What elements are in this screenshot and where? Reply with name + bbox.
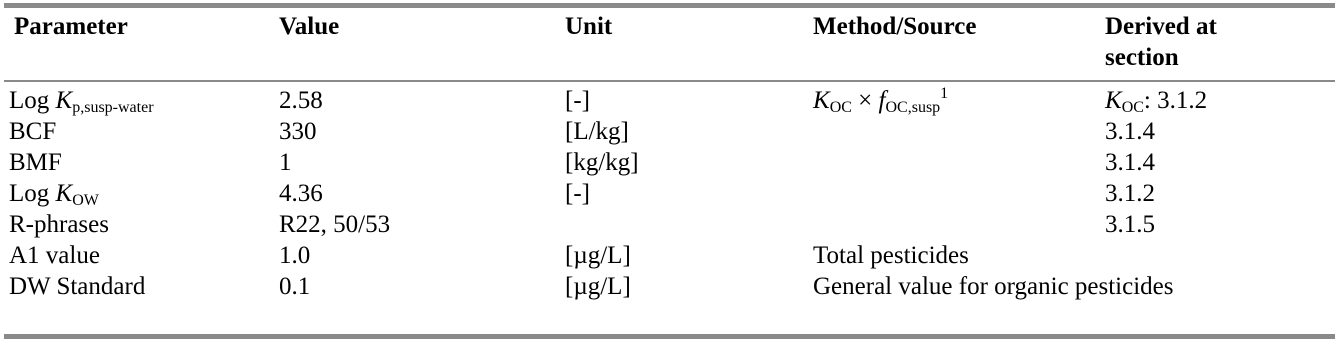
cell-parameter	[9, 178, 99, 209]
table-row	[0, 271, 1339, 302]
param-prefix: Log	[9, 180, 56, 207]
derived-symbol: K	[1105, 87, 1122, 114]
cell-parameter: BMF	[9, 149, 62, 176]
param-subscript: p,susp-water	[72, 99, 154, 116]
cell-derived: 3.1.4	[1105, 149, 1155, 176]
method-subscript-2: OC,susp	[885, 99, 941, 116]
cell-unit: [-]	[565, 87, 590, 114]
header-method-source: Method/Source	[813, 13, 977, 40]
header-unit: Unit	[565, 13, 613, 40]
cell-value: R22, 50/53	[279, 211, 391, 238]
method-operator: ×	[851, 87, 879, 114]
cell-derived: 3.1.2	[1105, 180, 1155, 207]
cell-method: General value for organic pesticides	[813, 273, 1174, 300]
method-footnote: 1	[940, 85, 949, 102]
cell-value: 2.58	[279, 87, 323, 114]
cell-unit: [µg/L]	[565, 273, 631, 300]
table-row	[0, 240, 1339, 271]
param-prefix: Log	[9, 87, 56, 114]
header-derived-line2: section	[1105, 44, 1179, 71]
table-header-rule	[4, 80, 1335, 82]
cell-parameter: DW Standard	[9, 273, 146, 300]
table-row	[0, 178, 1339, 209]
header-derived-line1: Derived at	[1105, 13, 1217, 40]
cell-unit: [µg/L]	[565, 242, 631, 269]
table-bottom-rule	[4, 334, 1335, 339]
cell-unit: [L/kg]	[565, 118, 629, 145]
cell-method	[813, 85, 948, 116]
param-symbol: K	[55, 87, 73, 114]
table-row	[0, 147, 1339, 178]
cell-value: 4.36	[279, 180, 323, 207]
table-row	[0, 85, 1339, 116]
header-parameter: Parameter	[14, 13, 128, 40]
param-subscript: OW	[72, 192, 99, 209]
cell-derived	[1105, 85, 1207, 116]
cell-parameter: A1 value	[9, 242, 100, 269]
method-subscript-1: OC	[829, 99, 852, 116]
method-symbol-2: f	[878, 87, 886, 114]
method-symbol-1: K	[813, 87, 830, 114]
cell-parameter: R-phrases	[9, 211, 109, 238]
header-value: Value	[279, 13, 340, 40]
cell-derived: 3.1.5	[1105, 211, 1155, 238]
cell-value: 330	[279, 118, 317, 145]
table-top-rule	[4, 3, 1335, 8]
table-row	[0, 209, 1339, 240]
cell-value: 0.1	[279, 273, 311, 300]
cell-method: Total pesticides	[813, 242, 969, 269]
cell-derived: 3.1.4	[1105, 118, 1155, 145]
derived-text: : 3.1.2	[1143, 87, 1208, 114]
cell-parameter: BCF	[9, 118, 57, 145]
cell-value: 1	[279, 149, 292, 176]
cell-unit: [-]	[565, 180, 590, 207]
param-symbol: K	[55, 180, 73, 207]
table-row	[0, 116, 1339, 147]
cell-unit: [kg/kg]	[565, 149, 639, 176]
cell-value: 1.0	[279, 242, 311, 269]
derived-subscript: OC	[1121, 99, 1144, 116]
cell-parameter	[9, 85, 154, 116]
header-derived-at	[1105, 11, 1217, 73]
